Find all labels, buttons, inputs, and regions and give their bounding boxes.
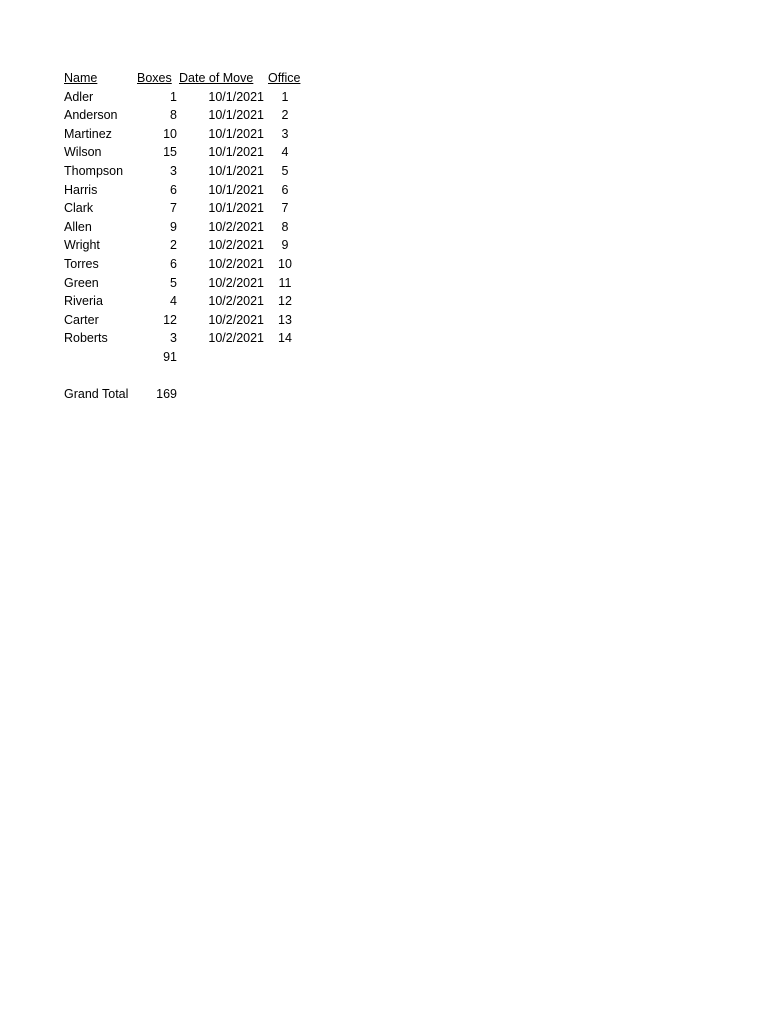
table-row (0, 329, 400, 348)
name-cell: Wilson (64, 145, 102, 160)
office-cell: 4 (281, 145, 289, 160)
boxes-cell: 3 (170, 164, 177, 178)
date-cell: 10/2/2021 (208, 219, 264, 234)
name-cell: Riveria (64, 294, 103, 309)
office-cell: 9 (281, 238, 289, 253)
table-row (0, 125, 400, 144)
office-cell: 5 (281, 164, 289, 178)
name-cell: Allen (64, 219, 92, 234)
office-cell: 12 (278, 294, 292, 309)
table-row (0, 181, 400, 200)
table-row (0, 292, 400, 311)
boxes-cell: 2 (170, 238, 177, 253)
name-cell: Clark (64, 201, 94, 216)
boxes-cell: 3 (170, 331, 177, 346)
boxes-cell: 9 (170, 219, 177, 234)
table-row (0, 311, 400, 330)
table-row (0, 274, 400, 293)
date-cell: 10/1/2021 (208, 164, 264, 178)
grand-total-label: Grand Total (64, 387, 129, 401)
subtotal-row (0, 348, 400, 367)
date-cell: 10/1/2021 (208, 89, 264, 104)
name-cell: Green (64, 275, 99, 290)
date-cell: 10/2/2021 (208, 275, 264, 290)
table-row (0, 255, 400, 274)
boxes-cell: 6 (170, 182, 177, 197)
boxes-cell: 12 (163, 312, 177, 327)
date-cell: 10/1/2021 (208, 182, 264, 197)
boxes-cell: 8 (170, 108, 177, 123)
date-cell: 10/1/2021 (208, 201, 264, 216)
name-cell: Roberts (64, 331, 108, 346)
table-row (0, 236, 400, 255)
date-cell: 10/2/2021 (208, 331, 264, 346)
table-row (0, 162, 400, 181)
boxes-cell: 15 (163, 145, 177, 160)
table-row (0, 218, 400, 237)
office-cell: 14 (278, 331, 292, 346)
boxes-cell: 7 (170, 201, 177, 216)
boxes-cell: 1 (170, 89, 177, 104)
office-cell: 11 (278, 275, 292, 290)
header-row (0, 69, 400, 88)
table-row (0, 106, 400, 125)
name-cell: Martinez (64, 126, 112, 141)
header-office: Office (268, 71, 301, 85)
office-cell: 10 (278, 257, 292, 271)
office-cell: 6 (281, 182, 289, 197)
name-cell: Harris (64, 182, 98, 197)
name-cell: Wright (64, 238, 100, 253)
name-cell: Thompson (64, 164, 124, 178)
date-cell: 10/2/2021 (208, 312, 264, 327)
boxes-cell: 4 (170, 294, 177, 309)
date-cell: 10/1/2021 (208, 126, 264, 141)
date-cell: 10/1/2021 (208, 145, 264, 160)
table-row (0, 143, 400, 162)
name-cell: Torres (64, 257, 99, 271)
date-cell: 10/2/2021 (208, 238, 264, 253)
name-cell: Anderson (64, 108, 118, 123)
office-cell: 2 (281, 108, 289, 123)
date-cell: 10/2/2021 (208, 257, 264, 271)
boxes-cell: 5 (170, 275, 177, 290)
name-cell: Adler (64, 89, 94, 104)
office-cell: 3 (281, 126, 289, 141)
header-name: Name (64, 71, 98, 85)
subtotal-value: 91 (163, 350, 177, 364)
grand-total-row (0, 385, 400, 404)
table-row (0, 88, 400, 107)
table-row (0, 199, 400, 218)
office-cell: 13 (278, 312, 292, 327)
header-date-of-move: Date of Move (179, 71, 254, 85)
date-cell: 10/1/2021 (208, 108, 264, 123)
date-cell: 10/2/2021 (208, 294, 264, 309)
boxes-cell: 10 (163, 126, 177, 141)
office-cell: 7 (281, 201, 289, 216)
office-cell: 1 (281, 89, 289, 104)
header-boxes: Boxes (137, 71, 172, 85)
office-cell: 8 (281, 219, 289, 234)
name-cell: Carter (64, 312, 99, 327)
grand-total-value: 169 (156, 387, 177, 401)
boxes-cell: 6 (170, 257, 177, 271)
